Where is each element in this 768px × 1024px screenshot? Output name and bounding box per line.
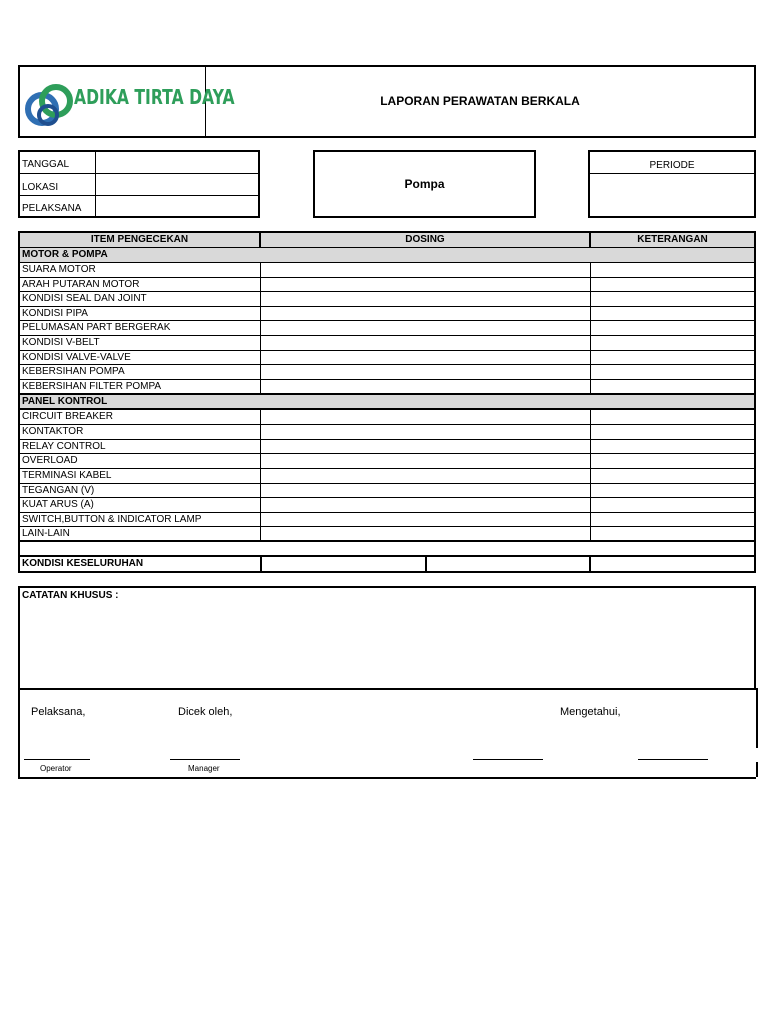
logo [20,67,235,136]
dosing-cell[interactable] [260,440,591,453]
overall-label: KONDISI KESELURUHAN [22,558,144,569]
logo-rings-icon [24,77,80,133]
keterangan-cell[interactable] [591,351,754,364]
dosing-cell[interactable] [260,425,591,439]
table-row [20,380,754,395]
keterangan-cell[interactable] [591,380,754,393]
row-label: ARAH PUTARAN MOTOR [22,279,140,290]
notes-input[interactable] [20,604,754,688]
notes-box [18,586,756,690]
sig-pelaksana-label: Pelaksana, [31,706,86,718]
row-label: LAIN-LAIN [22,528,70,539]
table-row [20,440,754,454]
table-row [20,321,754,336]
field-input-tanggal[interactable] [97,152,258,173]
dosing-cell[interactable] [260,484,591,497]
signature-box [18,688,756,779]
keterangan-cell[interactable] [591,440,754,453]
overall-row [20,557,754,571]
keterangan-cell[interactable] [591,484,754,497]
table-row [20,469,754,484]
table-row [20,498,754,513]
row-label: KONDISI SEAL DAN JOINT [22,293,147,304]
field-label-lokasi: LOKASI [22,182,59,193]
overall-cell-1[interactable] [260,557,427,571]
keterangan-cell[interactable] [591,527,754,540]
row-label: TERMINASI KABEL [22,470,112,481]
periode-input[interactable] [590,174,754,216]
table-row [20,425,754,440]
info-fields-box [18,150,260,218]
sig-dicek-label: Dicek oleh, [178,706,233,718]
table-row [20,513,754,527]
keterangan-cell[interactable] [591,292,754,306]
row-label: OVERLOAD [22,455,78,466]
dosing-cell[interactable] [260,380,591,393]
overall-cell-3[interactable] [591,557,754,571]
row-label: SWITCH,BUTTON & INDICATOR LAMP [22,514,202,525]
periode-box [588,150,756,218]
table-row [20,263,754,278]
col-header-item: ITEM PENGECEKAN [20,233,261,247]
row-label: TEGANGAN (V) [22,485,95,496]
table-row [20,484,754,498]
dosing-cell[interactable] [260,469,591,483]
sig-manager-label: Manager [188,764,220,773]
keterangan-cell[interactable] [591,513,754,526]
keterangan-cell[interactable] [591,410,754,424]
field-input-pelaksana[interactable] [97,196,258,216]
dosing-cell[interactable] [260,410,591,424]
col-header-keterangan: KETERANGAN [637,234,708,245]
keterangan-cell[interactable] [591,263,754,277]
equipment-name: Pompa [404,177,445,191]
field-label-pelaksana: PELAKSANA [22,203,82,214]
spacer-row [20,542,754,557]
section-title: MOTOR & POMPA [22,249,108,260]
equipment-box [313,150,536,218]
section-motor-pompa [20,248,754,263]
field-label-tanggal: TANGGAL [22,159,70,170]
sig-line-approver-2[interactable] [638,759,708,760]
row-label: KUAT ARUS (A) [22,499,94,510]
overall-cell-2[interactable] [427,557,591,571]
row-label: KONDISI V-BELT [22,337,100,348]
section-title: PANEL KONTROL [22,396,108,407]
keterangan-cell[interactable] [591,278,754,291]
keterangan-cell[interactable] [591,307,754,320]
table-row [20,351,754,365]
sig-operator-label: Operator [40,764,72,773]
dosing-cell[interactable] [260,336,591,350]
table-row [20,278,754,292]
row-label: PELUMASAN PART BERGERAK [22,322,171,333]
table-row [20,307,754,321]
table-row [20,527,754,542]
keterangan-cell[interactable] [591,469,754,483]
dosing-cell[interactable] [260,498,591,512]
sig-line-manager[interactable] [170,759,240,760]
row-label: KONTAKTOR [22,426,84,437]
dosing-cell[interactable] [260,263,591,277]
notes-label: CATATAN KHUSUS : [22,590,119,601]
dosing-cell[interactable] [260,278,591,291]
table-row [20,292,754,307]
periode-label: PERIODE [590,159,754,174]
row-label: KONDISI VALVE-VALVE [22,352,131,363]
section-panel-kontrol [20,395,754,410]
table-row [20,454,754,469]
keterangan-cell[interactable] [591,454,754,468]
dosing-cell[interactable] [260,454,591,468]
dosing-cell[interactable] [260,307,591,320]
keterangan-cell[interactable] [591,498,754,512]
checklist-table [18,231,756,573]
sig-line-approver-1[interactable] [473,759,543,760]
header-box [18,65,756,138]
table-row [20,336,754,351]
dosing-cell[interactable] [260,527,591,540]
report-title: LAPORAN PERAWATAN BERKALA [380,94,580,108]
row-label: KEBERSIHAN POMPA [22,366,125,377]
field-input-lokasi[interactable] [97,174,258,195]
dosing-cell[interactable] [260,321,591,335]
row-label: RELAY CONTROL [22,441,106,452]
table-row [20,410,754,425]
dosing-cell[interactable] [260,513,591,526]
dosing-cell[interactable] [260,365,591,379]
table-row [20,365,754,380]
sig-line-operator[interactable] [24,759,90,760]
row-label: CIRCUIT BREAKER [22,411,113,422]
keterangan-cell[interactable] [591,425,754,439]
row-label: SUARA MOTOR [22,264,96,275]
dosing-cell[interactable] [260,292,591,306]
keterangan-cell[interactable] [591,321,754,335]
keterangan-cell[interactable] [591,365,754,379]
col-header-dosing: DOSING [261,233,591,247]
row-label: KEBERSIHAN FILTER POMPA [22,381,162,392]
row-label: KONDISI PIPA [22,308,88,319]
dosing-cell[interactable] [260,351,591,364]
table-header [20,233,754,248]
company-name: ADIKA TIRTA DAYA [74,85,235,109]
sig-mengetahui-label: Mengetahui, [560,706,621,718]
keterangan-cell[interactable] [591,336,754,350]
